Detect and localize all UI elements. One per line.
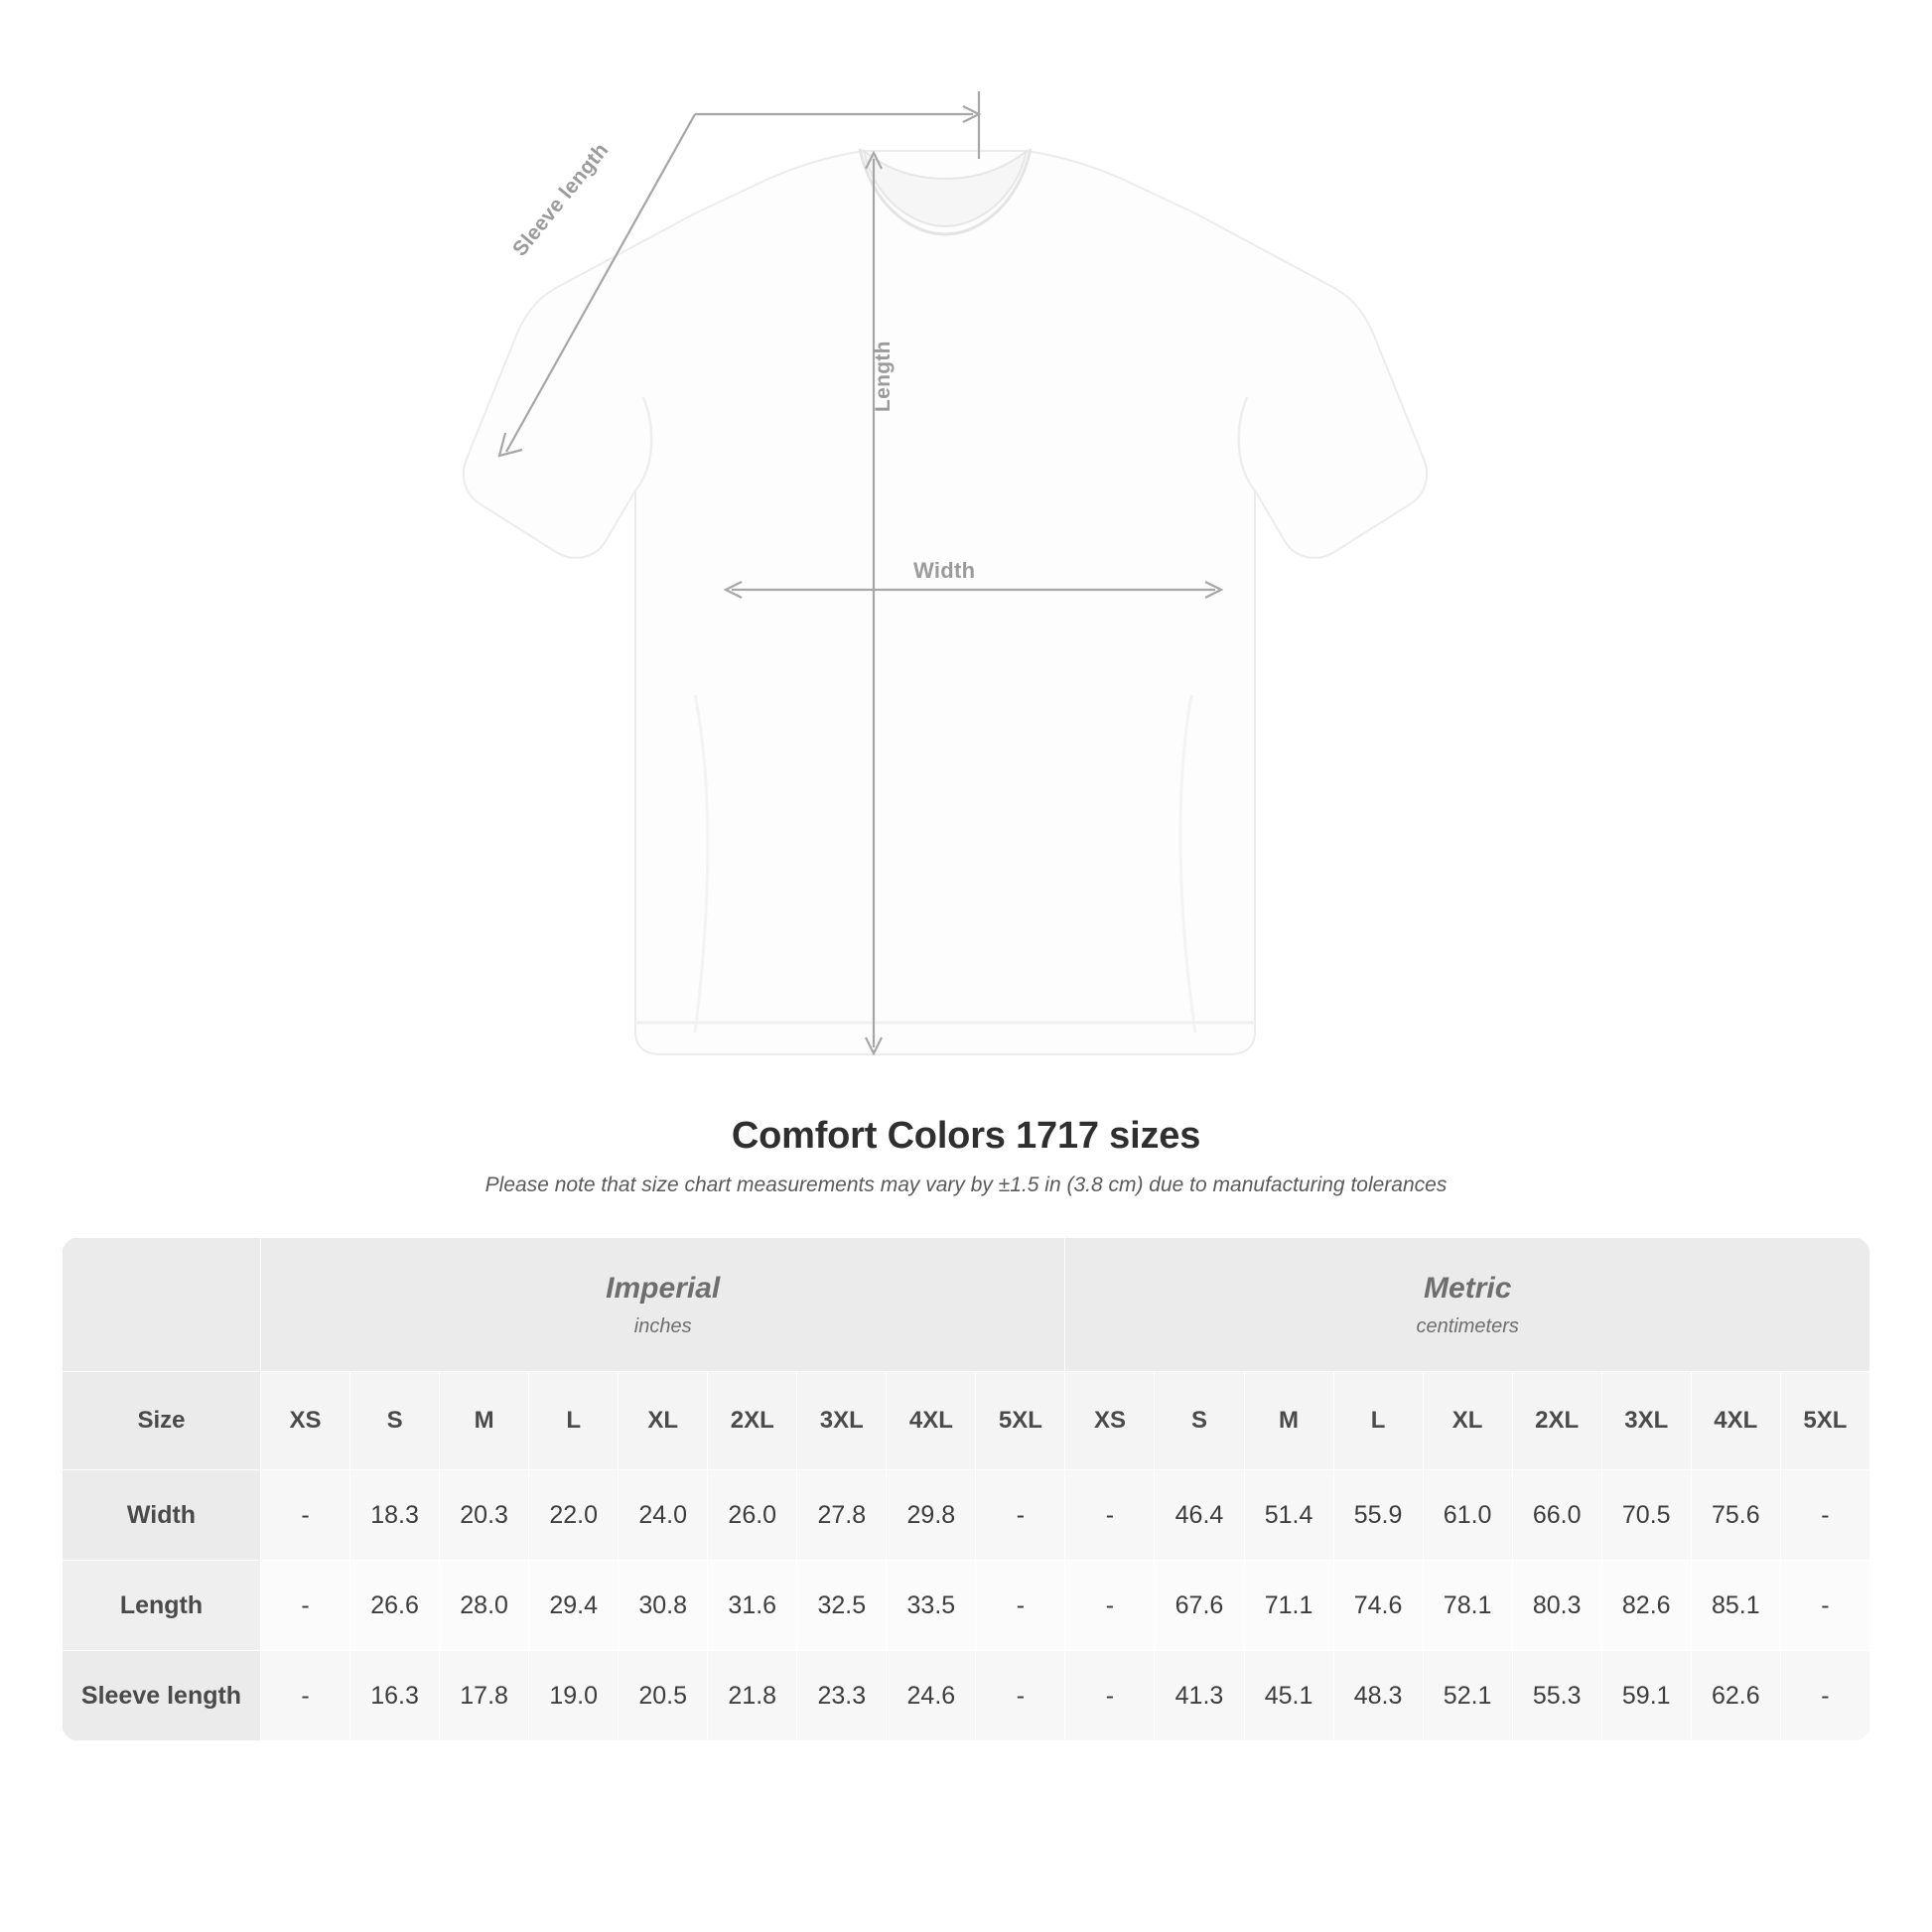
metric-header-cell (1065, 1238, 1870, 1372)
cell-width-imperial-5xl: - (976, 1470, 1065, 1561)
cell-length-imperial-s: 26.6 (350, 1561, 440, 1651)
width-dimension-label: Width (913, 558, 976, 583)
size-header-metric-xl: XL (1423, 1372, 1512, 1470)
page-title: Comfort Colors 1717 sizes (731, 1115, 1201, 1157)
size-header-imperial-s: S (350, 1372, 440, 1470)
size-header-imperial-4xl: 4XL (887, 1372, 976, 1470)
size-header-imperial-xl: XL (619, 1372, 708, 1470)
cell-sleeve-metric-2xl: 55.3 (1512, 1651, 1601, 1741)
cell-length-imperial-m: 28.0 (440, 1561, 529, 1651)
row-label-sleeve-length: Sleeve length (63, 1651, 261, 1741)
cell-length-metric-s: 67.6 (1155, 1561, 1244, 1651)
size-header-metric-2xl: 2XL (1512, 1372, 1601, 1470)
cell-width-imperial-l: 22.0 (529, 1470, 619, 1561)
size-header-row (63, 1372, 1870, 1470)
cell-width-metric-xl: 61.0 (1423, 1470, 1512, 1561)
size-header-imperial-l: L (529, 1372, 619, 1470)
cell-sleeve-imperial-l: 19.0 (529, 1651, 619, 1741)
cell-length-imperial-2xl: 31.6 (708, 1561, 797, 1651)
table-row (63, 1561, 1870, 1651)
cell-length-metric-5xl: - (1780, 1561, 1869, 1651)
title-block (0, 1115, 1932, 1197)
cell-sleeve-imperial-s: 16.3 (350, 1651, 440, 1741)
size-table (62, 1237, 1870, 1741)
metric-unit-name: Metric (1424, 1271, 1512, 1305)
cell-sleeve-imperial-4xl: 24.6 (887, 1651, 976, 1741)
cell-length-imperial-xl: 30.8 (619, 1561, 708, 1651)
size-table-wrapper (62, 1237, 1870, 1741)
cell-length-metric-xs: - (1065, 1561, 1155, 1651)
size-header-metric-4xl: 4XL (1691, 1372, 1780, 1470)
cell-length-metric-2xl: 80.3 (1512, 1561, 1601, 1651)
cell-length-metric-3xl: 82.6 (1601, 1561, 1691, 1651)
cell-sleeve-metric-3xl: 59.1 (1601, 1651, 1691, 1741)
cell-width-metric-4xl: 75.6 (1691, 1470, 1780, 1561)
imperial-unit-name: Imperial (606, 1271, 721, 1305)
cell-width-metric-5xl: - (1780, 1470, 1869, 1561)
cell-length-metric-xl: 78.1 (1423, 1561, 1512, 1651)
cell-sleeve-metric-xs: - (1065, 1651, 1155, 1741)
cell-width-imperial-s: 18.3 (350, 1470, 440, 1561)
cell-width-metric-2xl: 66.0 (1512, 1470, 1601, 1561)
size-header-metric-s: S (1155, 1372, 1244, 1470)
cell-length-metric-l: 74.6 (1333, 1561, 1423, 1651)
cell-length-imperial-3xl: 32.5 (797, 1561, 887, 1651)
cell-sleeve-imperial-xs: - (261, 1651, 350, 1741)
sleeve-length-dimension-label: Sleeve length (508, 138, 614, 261)
cell-width-imperial-m: 20.3 (440, 1470, 529, 1561)
size-header-imperial-2xl: 2XL (708, 1372, 797, 1470)
metric-unit-sub: centimeters (1416, 1314, 1519, 1337)
cell-sleeve-metric-s: 41.3 (1155, 1651, 1244, 1741)
cell-length-metric-m: 71.1 (1244, 1561, 1333, 1651)
cell-sleeve-imperial-5xl: - (976, 1651, 1065, 1741)
size-header-imperial-3xl: 3XL (797, 1372, 887, 1470)
size-header-imperial-xs: XS (261, 1372, 350, 1470)
row-label-length: Length (63, 1561, 261, 1651)
table-row (63, 1651, 1870, 1741)
size-header-metric-l: L (1333, 1372, 1423, 1470)
table-row (63, 1470, 1870, 1561)
imperial-header-cell (261, 1238, 1065, 1372)
cell-sleeve-metric-5xl: - (1780, 1651, 1869, 1741)
cell-sleeve-metric-m: 45.1 (1244, 1651, 1333, 1741)
unit-header-row (63, 1238, 1870, 1372)
cell-width-imperial-xl: 24.0 (619, 1470, 708, 1561)
cell-sleeve-imperial-xl: 20.5 (619, 1651, 708, 1741)
cell-sleeve-metric-4xl: 62.6 (1691, 1651, 1780, 1741)
cell-width-imperial-4xl: 29.8 (887, 1470, 976, 1561)
cell-width-imperial-2xl: 26.0 (708, 1470, 797, 1561)
size-header-imperial-5xl: 5XL (976, 1372, 1065, 1470)
cell-width-imperial-3xl: 27.8 (797, 1470, 887, 1561)
cell-width-imperial-xs: - (261, 1470, 350, 1561)
size-header-imperial-m: M (440, 1372, 529, 1470)
cell-width-metric-l: 55.9 (1333, 1470, 1423, 1561)
cell-width-metric-3xl: 70.5 (1601, 1470, 1691, 1561)
cell-width-metric-s: 46.4 (1155, 1470, 1244, 1561)
size-header-metric-3xl: 3XL (1601, 1372, 1691, 1470)
cell-width-metric-xs: - (1065, 1470, 1155, 1561)
unit-header-spacer (63, 1238, 261, 1372)
cell-sleeve-imperial-m: 17.8 (440, 1651, 529, 1741)
imperial-unit-sub: inches (633, 1314, 692, 1337)
cell-sleeve-metric-l: 48.3 (1333, 1651, 1423, 1741)
row-label-width: Width (63, 1470, 261, 1561)
cell-length-imperial-xs: - (261, 1561, 350, 1651)
cell-length-imperial-5xl: - (976, 1561, 1065, 1651)
cell-length-imperial-l: 29.4 (529, 1561, 619, 1651)
tolerance-note: Please note that size chart measurements may vary by ±1.5 in (3.8 cm) due to manufacturing tolerances (484, 1173, 1448, 1196)
size-header-metric-m: M (1244, 1372, 1333, 1470)
length-dimension-label: Length (872, 341, 895, 412)
cell-width-metric-m: 51.4 (1244, 1470, 1333, 1561)
cell-length-imperial-4xl: 33.5 (887, 1561, 976, 1651)
cell-length-metric-4xl: 85.1 (1691, 1561, 1780, 1651)
cell-sleeve-metric-xl: 52.1 (1423, 1651, 1512, 1741)
size-header-metric-5xl: 5XL (1780, 1372, 1869, 1470)
size-column-header: Size (63, 1372, 261, 1470)
cell-sleeve-imperial-3xl: 23.3 (797, 1651, 887, 1741)
cell-sleeve-imperial-2xl: 21.8 (708, 1651, 797, 1741)
size-header-metric-xs: XS (1065, 1372, 1155, 1470)
